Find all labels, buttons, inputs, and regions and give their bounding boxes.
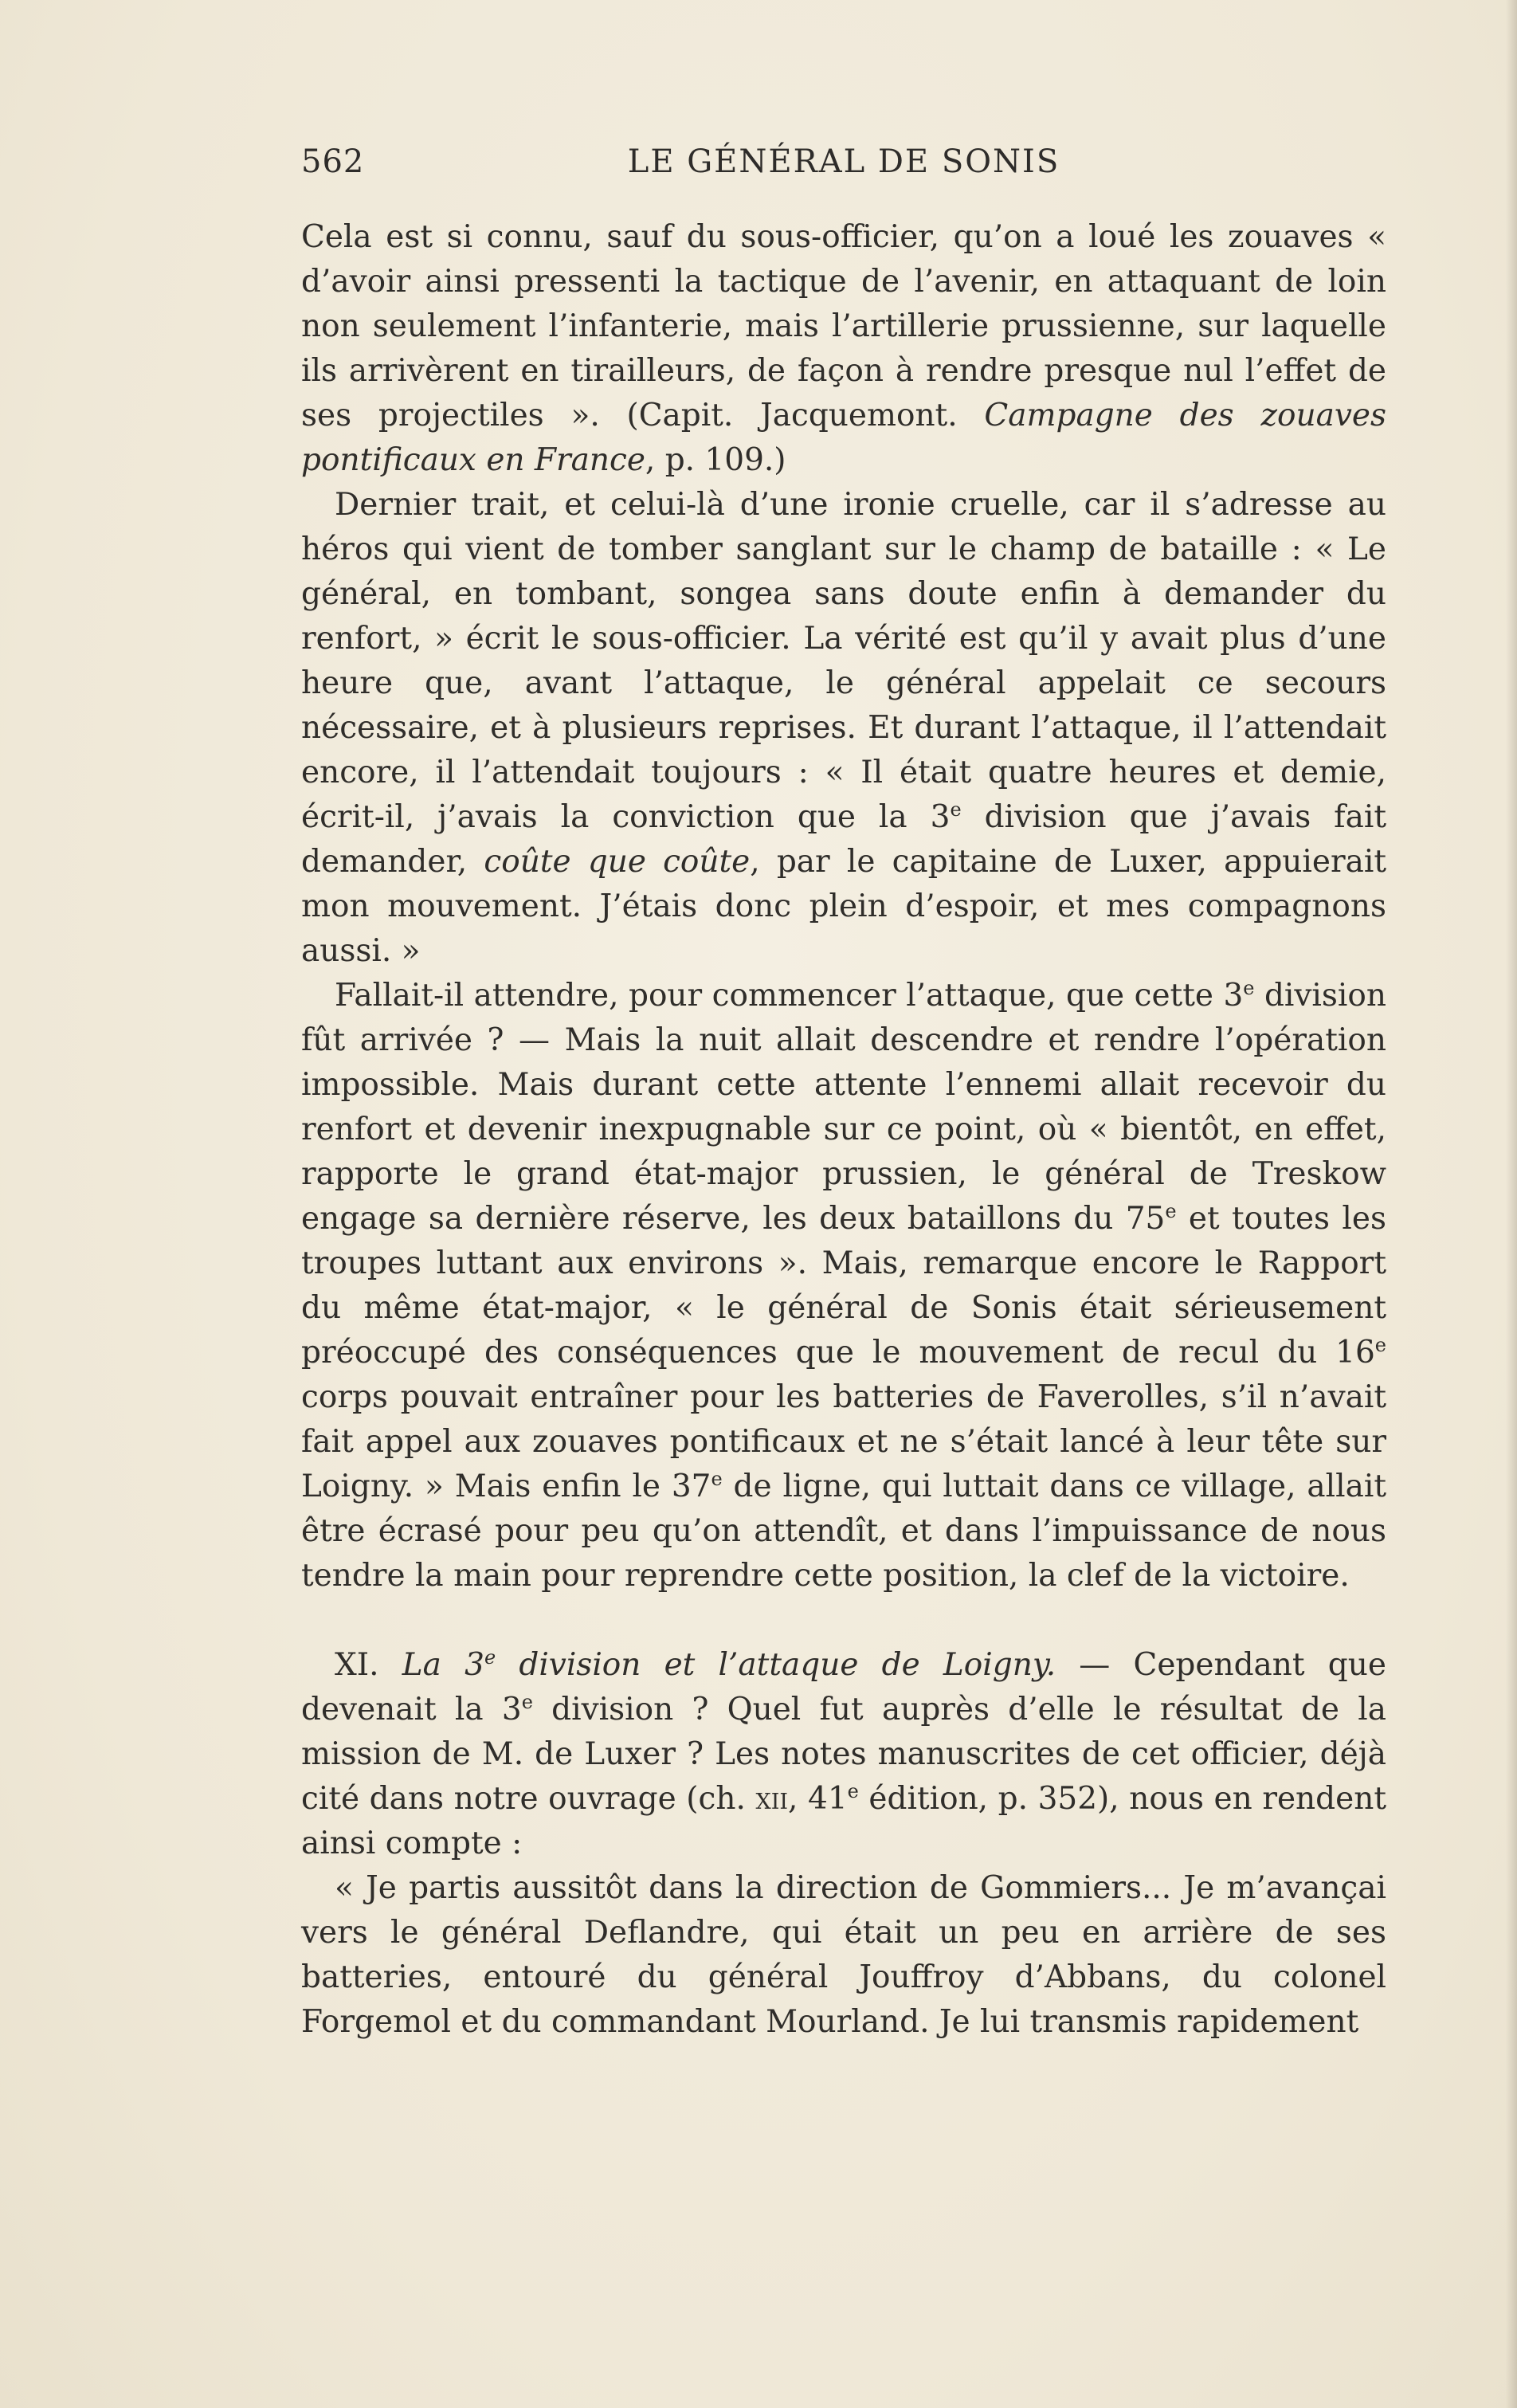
paragraph-3-text-b: division fût arrivée ? — Mais la nuit allait descendre et rendre l’opération impossible. Mais durant cette attente l’ennemi allait recevoir du renfort et devenir inexpugnable sur ce point, où « bientôt, en effet, rapporte le grand état-major prussien, le général de Treskow engage sa dernière réserve, les deux bataillons du 75 — [301, 978, 1386, 1237]
paragraph-3 — [301, 974, 1386, 1598]
paragraph-3-superscript-1: e — [1243, 977, 1255, 999]
paragraph-2-text-c: , par le capitaine de Luxer, appuierait mon mouvement. J’étais donc plein d’espoir, et mes compagnons aussi. » — [301, 844, 1387, 969]
section-title-superscript: e — [484, 1646, 496, 1669]
paragraph-3-superscript-2: e — [1165, 1200, 1177, 1222]
paragraph-2 — [301, 483, 1386, 974]
page-edge-shadow — [1506, 0, 1517, 2408]
paragraph-3-text-a: Fallait-il attendre, pour commencer l’attaque, que cette 3 — [335, 978, 1244, 1014]
section-title-a: La 3 — [402, 1647, 484, 1683]
paragraph-4-text-a: — Cependant que devenait la 3 — [301, 1647, 1386, 1728]
running-title: LE GÉNÉRAL DE SONIS — [627, 143, 1060, 180]
paragraph-3-text-d: corps pouvait entraîner pour les batteries de Faverolles, s’il n’avait fait appel aux zouaves pontificaux et ne s’était lancé à leur tête sur Loigny. » Mais enfin le 37 — [301, 1379, 1386, 1504]
paragraph-3-text-c: et toutes les troupes luttant aux environs ». Mais, remarque encore le Rapport du même état-major, « le général de Sonis était sérieusement préoccupé des conséquences que le mouvement de recul du 16 — [301, 1201, 1386, 1371]
paragraph-3-superscript-4: e — [711, 1468, 723, 1490]
section-number: XI. — [335, 1647, 402, 1683]
paragraph-4-text-c: , 41 — [788, 1781, 848, 1817]
section-title-b: division et l’attaque de Loigny. — [496, 1647, 1056, 1683]
paragraph-4-text-d: édition, p. 352), nous en rendent ainsi compte : — [301, 1781, 1387, 1861]
chapter-numeral: xii — [755, 1781, 789, 1817]
paragraph-2-superscript: e — [950, 798, 962, 821]
paragraph-2-text-b: division que j’avais fait demander, — [301, 799, 1386, 880]
paragraph-5 — [301, 1866, 1386, 2045]
paragraph-3-text-e: de ligne, qui luttait dans ce village, allait être écrasé pour peu qu’on attendît, et dans l’impuissance de nous tendre la main pour reprendre cette position, la clef de la victoire. — [301, 1469, 1386, 1594]
paragraph-4-superscript-2: e — [847, 1780, 859, 1802]
page-number: 562 — [301, 143, 365, 180]
paragraph-4-superscript-1: e — [521, 1691, 533, 1713]
paragraph-1 — [301, 215, 1386, 483]
paragraph-2-text-a: Dernier trait, et celui-là d’une ironie cruelle, car il s’adresse au héros qui vient de tomber sanglant sur le champ de bataille : « Le général, en tombant, songea sans doute enfin à demander du renfort, » écrit le sous-officier. La vérité est qu’il y avait plus d’une heure que, avant l’attaque, le général appelait ce secours nécessaire, et à plusieurs reprises. Et durant l’attaque, il l’attendait encore, il l’attendait toujours : « Il était quatre heures et demie, écrit-il, j’avais la conviction que la 3 — [301, 487, 1386, 835]
paragraph-2-italic-phrase: coûte que coûte — [484, 844, 751, 880]
page-header — [301, 143, 1386, 188]
paragraph-3-superscript-3: e — [1374, 1334, 1386, 1356]
paragraph-1-text-b: , p. 109.) — [645, 442, 786, 478]
paragraph-5-text-a: « Je partis aussitôt dans la direction de Gommiers... Je m’avançai vers le général Deflandre, qui était un peu en arrière de ses batteries, entouré du général Jouffroy d’Abbans, du colonel Forgemol et du commandant Mourland. Je lui transmis rapidement — [301, 1870, 1386, 2040]
paragraph-1-book-title: Campagne des zouaves pontificaux en France — [301, 398, 1386, 478]
paragraph-1-text-a: Cela est si connu, sauf du sous-officier, qu’on a loué les zouaves « d’avoir ainsi pressenti la tactique de l’avenir, en attaquant de loin non seulement l’infanterie, mais l’artillerie prussienne, sur laquelle ils arrivèrent en tirailleurs, de façon à rendre presque nul l’effet de ses projectiles ». (Capit. Jacquemont. — [301, 219, 1386, 433]
paragraph-4-text-b: division ? Quel fut auprès d’elle le résultat de la mission de M. de Luxer ? Les notes manuscrites de cet officier, déjà cité dans notre ouvrage (ch. — [301, 1692, 1386, 1817]
section-xi-paragraph — [301, 1643, 1386, 1866]
page-body — [301, 215, 1386, 2045]
section-title — [402, 1647, 1056, 1683]
